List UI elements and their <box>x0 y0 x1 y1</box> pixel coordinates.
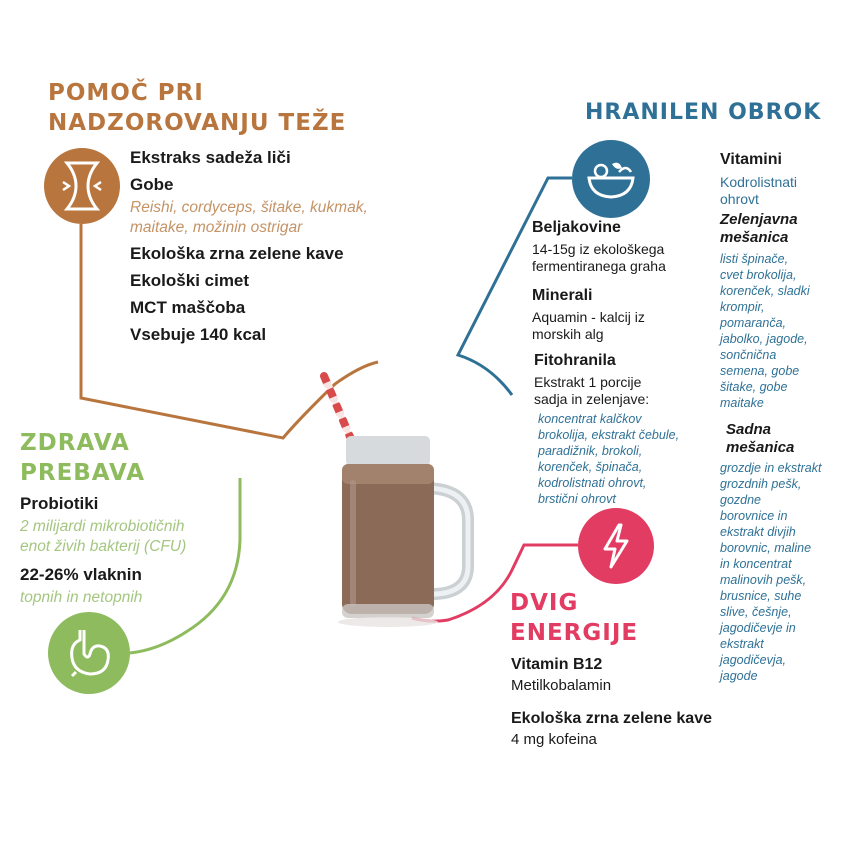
phyto-list-item: brstični ohrovt <box>538 492 616 506</box>
veg-list-item: korenček, sladki <box>720 284 810 298</box>
veg-list-item: krompir, <box>720 300 765 314</box>
fruit-list <box>720 460 845 684</box>
fruit-mix-line1: Sadna <box>726 421 772 438</box>
weight-item-mushrooms: Gobe <box>130 175 174 194</box>
protein-title: Beljakovine <box>532 219 621 236</box>
nutrition-minerals <box>532 286 645 343</box>
veg-list-item: šitake, gobe <box>720 380 788 394</box>
digestion-title-line2: PREBAVA <box>20 460 146 486</box>
minerals-title: Minerali <box>532 287 593 304</box>
probiotics-title: Probiotiki <box>20 494 99 513</box>
energy-section-title <box>510 588 638 648</box>
fruit-list-item: jagodičevje in <box>720 621 796 635</box>
phyto-title: Fitohranila <box>534 352 616 369</box>
coffee-title: Ekološka zrna zelene kave <box>511 710 712 727</box>
phyto-list-item: korenček, špinača, <box>538 460 643 474</box>
veg-list-item: semena, gobe <box>720 364 800 378</box>
coffee-sub: 4 mg kofeina <box>511 731 597 748</box>
veg-list-item: pomaranča, <box>720 316 787 330</box>
fruit-list-item: gozdne <box>720 493 762 507</box>
phyto-list-item: paradižnik, brokoli, <box>538 444 643 458</box>
fruit-list-item: ekstrakt <box>720 637 764 651</box>
vitamins-line1: Kodrolistnati <box>720 174 798 190</box>
energy-title-line2: ENERGIJE <box>510 620 639 646</box>
veg-mix-line1: Zelenjavna <box>720 211 798 228</box>
vitamins-title: Vitamini <box>720 151 782 168</box>
phyto-list <box>538 411 679 507</box>
fruit-list-item: borovnic, maline <box>720 541 812 555</box>
protein-line1: 14-15g iz ekološkega <box>532 241 665 257</box>
b12-title: Vitamin B12 <box>511 656 603 673</box>
nutrition-section-title: HRANILEN OBROK <box>585 100 822 125</box>
vitamins-line2: ohrovt <box>720 191 759 207</box>
nutrition-protein <box>532 218 666 275</box>
digestion-section-title <box>20 428 145 488</box>
minerals-line2: morskih alg <box>532 326 604 342</box>
protein-line2: fermentiranega graha <box>532 258 666 274</box>
weight-mushrooms-line1: Reishi, cordyceps, šitake, kukmak, <box>130 199 368 216</box>
veg-list-item: listi špinače, <box>720 252 789 266</box>
weight-section-title <box>48 78 346 138</box>
phyto-line1: Ekstrakt 1 porcije <box>534 374 642 390</box>
fiber-sub: topnih in netopnih <box>20 589 143 606</box>
weight-title-line1: POMOČ PRI <box>48 80 204 106</box>
phyto-line2: sadja in zelenjave: <box>534 391 650 407</box>
lightning-bolt-icon <box>578 508 654 584</box>
weight-item-lychee: Ekstraks sadeža liči <box>130 148 291 167</box>
fruit-list-item: grozdnih pešk, <box>720 477 802 491</box>
veg-mix-line2: mešanica <box>720 229 789 246</box>
fruit-list-item: borovnice in <box>720 509 788 523</box>
fruit-list-item: ekstrakt divjih <box>720 525 796 539</box>
energy-title-line1: DVIG <box>510 590 579 616</box>
fruit-list-item: jagodičevja, <box>720 653 787 667</box>
fiber-title: 22-26% vlaknin <box>20 565 142 584</box>
digestion-ingredients <box>20 490 186 608</box>
veg-list-item: sončnična <box>720 348 777 362</box>
fruit-mix-line2: mešanica <box>726 439 795 456</box>
stomach-icon <box>48 612 130 694</box>
veg-list-item: jabolko, jagode, <box>720 332 808 346</box>
energy-ingredients <box>511 654 712 749</box>
weight-item-mct: MCT maščoba <box>130 298 246 317</box>
minerals-line1: Aquamin - kalcij iz <box>532 309 645 325</box>
salad-bowl-icon <box>572 140 650 218</box>
phyto-list-item: brokolija, ekstrakt čebule, <box>538 428 680 442</box>
fruit-list-item: malinovih pešk, <box>720 573 807 587</box>
fruit-list-item: in koncentrat <box>720 557 792 571</box>
probiotics-line2: enot živih bakterij (CFU) <box>20 538 187 555</box>
hourglass-waist-icon <box>44 148 120 224</box>
veg-list-item: cvet brokolija, <box>720 268 797 282</box>
nutrition-phytonutrients <box>534 351 679 507</box>
phyto-list-item: koncentrat kalčkov <box>538 412 642 426</box>
fruit-list-item: grozdje in ekstrakt <box>720 461 822 475</box>
veg-list-item: maitake <box>720 396 764 410</box>
smoothie-jar-image <box>316 368 476 630</box>
fruit-list-item: brusnice, suhe <box>720 589 802 603</box>
weight-ingredients <box>130 144 368 348</box>
phyto-list-item: kodrolistnati ohrovt, <box>538 476 647 490</box>
veg-list <box>720 251 845 411</box>
weight-title-line2: NADZOROVANJU TEŽE <box>48 110 347 136</box>
weight-item-cinnamon: Ekološki cimet <box>130 271 250 290</box>
digestion-title-line1: ZDRAVA <box>20 430 130 456</box>
weight-item-coffee: Ekološka zrna zelene kave <box>130 244 344 263</box>
weight-mushrooms-line2: maitake, možinin ostrigar <box>130 219 303 236</box>
weight-item-kcal: Vsebuje 140 kcal <box>130 325 267 344</box>
jar-lid-rim <box>346 436 430 466</box>
b12-sub: Metilkobalamin <box>511 677 612 694</box>
fruit-list-item: slive, češnje, <box>720 605 792 619</box>
probiotics-line1: 2 milijardi mikrobiotičnih <box>20 518 185 535</box>
fruit-list-item: jagode <box>720 669 758 683</box>
nutrition-vitamins <box>720 150 845 684</box>
